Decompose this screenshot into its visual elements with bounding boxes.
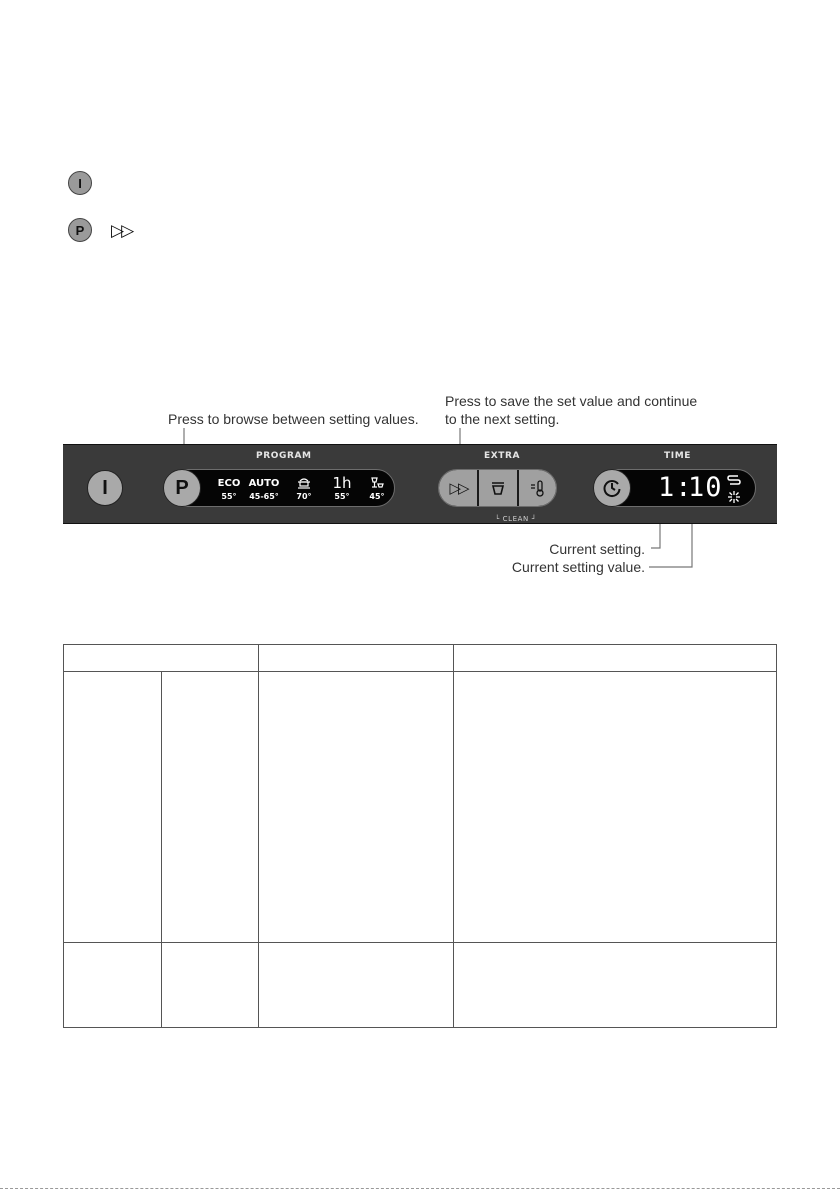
clean-label-text: CLEAN [502, 515, 529, 523]
table-header-cell [454, 645, 777, 672]
pot-icon [286, 477, 322, 490]
save-annotation-line2: to the next setting. [445, 411, 560, 427]
table-cell [259, 672, 454, 943]
program-glass-temp: 45° [369, 492, 385, 501]
program-pots [286, 477, 322, 501]
extra-strip [438, 469, 557, 507]
table-cell [259, 943, 454, 1028]
display-setting-value: 10 [688, 472, 723, 503]
extra-section-label: EXTRA [484, 451, 521, 461]
table-row [64, 672, 777, 943]
settings-table [63, 644, 777, 1028]
program-pots-temp: 70° [296, 492, 312, 501]
table-cell [161, 672, 259, 943]
extra-forward-button[interactable] [439, 470, 479, 506]
current-setting-value-annotation: Current setting value. [511, 559, 645, 575]
program-1h [324, 474, 360, 501]
program-button[interactable] [163, 469, 201, 507]
onoff-button[interactable] [87, 470, 123, 506]
program-eco [211, 477, 247, 501]
program-1h-temp: 55° [334, 492, 350, 501]
save-annotation-line1: Press to save the set value and continue [445, 393, 698, 409]
thermometer-icon [529, 479, 547, 497]
onoff-glyph: I [78, 175, 82, 191]
program-eco-temp: 55° [221, 492, 237, 501]
rinse-aid-icon [727, 490, 741, 504]
program-strip [163, 469, 395, 507]
program-1h-label: 1h [332, 474, 352, 492]
clock-icon [602, 478, 622, 498]
program-section-label: PROGRAM [256, 451, 312, 461]
table-header-cell [64, 645, 259, 672]
program-button-glyph: P [175, 476, 189, 499]
clean-label: └ CLEAN ┘ [495, 515, 537, 523]
table-header-cell [259, 645, 454, 672]
table-header-row [64, 645, 777, 672]
program-glass [359, 477, 395, 501]
program-eco-label: ECO [217, 478, 241, 489]
table-cell [161, 943, 259, 1028]
page-edge [0, 1188, 840, 1189]
glass-icon [359, 477, 395, 490]
current-setting-annotation: Current setting. [549, 541, 645, 557]
program-auto-label: AUTO [248, 478, 280, 489]
table-cell [454, 672, 777, 943]
control-panel [63, 444, 777, 524]
extra-temperature-button[interactable] [519, 470, 557, 506]
display-current-setting: 1: [658, 472, 693, 503]
table-cell [64, 943, 162, 1028]
time-strip [593, 469, 756, 507]
detergent-icon [490, 480, 506, 496]
forward-icon: ▷▷ [111, 221, 132, 240]
table-row [64, 943, 777, 1028]
time-section-label: TIME [664, 451, 691, 461]
browse-annotation: Press to browse between setting values. [168, 411, 419, 427]
forward-icon-panel: ▷▷ [449, 480, 467, 497]
table-cell [454, 943, 777, 1028]
extra-clean-button[interactable] [479, 470, 519, 506]
table-cell [64, 672, 162, 943]
program-auto-temp: 45-65° [249, 492, 279, 501]
time-button[interactable] [593, 469, 631, 507]
program-glyph: P [75, 222, 85, 238]
program-auto [246, 477, 282, 501]
onoff-button-glyph: I [102, 476, 108, 499]
salt-icon [727, 474, 741, 486]
